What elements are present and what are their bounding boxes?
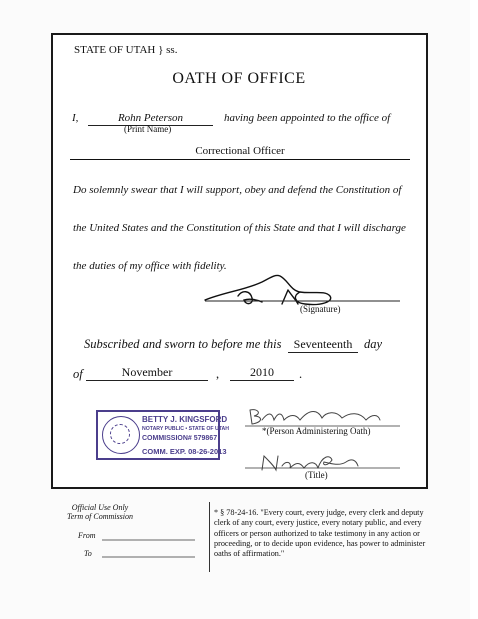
footer-divider — [209, 502, 210, 572]
notary-name: BETTY J. KINGSFORD — [142, 415, 228, 424]
office-value: Correctional Officer — [195, 145, 285, 157]
statute-note: * § 78-24-16. "Every court, every judge, every clerk and deputy clerk of any court, every justice, every notary public, and every officers or person authorized to take testimony in any action or proceeding, or to decide upon evidence, has power to administer oaths of affirmation." — [214, 508, 426, 559]
month-value: November — [121, 365, 173, 379]
year-value: 2010 — [250, 365, 274, 379]
year-underline — [230, 380, 294, 381]
official-use-heading: Official Use Only — [71, 503, 129, 512]
from-label: From — [78, 531, 96, 540]
i-label: I, — [72, 112, 79, 124]
notary-stamp — [96, 410, 230, 460]
comma: , — [216, 367, 220, 381]
appointed-text: having been appointed to the office of — [224, 112, 391, 124]
seal-emblem-icon — [110, 424, 130, 444]
day-value: Seventeenth — [293, 337, 353, 351]
notary-state: NOTARY PUBLIC • STATE OF UTAH — [142, 426, 230, 432]
signature-caption: (Signature) — [300, 304, 341, 314]
print-name-caption: (Print Name) — [124, 124, 172, 134]
oath-text-line: Do solemnly swear that I will support, obey and defend the Constitution of — [73, 184, 402, 196]
oath-signature — [205, 275, 331, 304]
oath-text-line: the duties of my office with fidelity. — [73, 260, 227, 272]
administrator-signature — [250, 410, 380, 424]
period: . — [299, 367, 303, 381]
to-label: To — [84, 549, 92, 558]
day-underline — [288, 352, 358, 353]
oath-text-line: the United States and the Constitution of this State and that I will discharge — [73, 222, 406, 234]
month-underline — [86, 380, 208, 381]
notary-expiration: COMM. EXP. 08-26-2013 — [142, 447, 227, 456]
term-of-commission-heading: Term of Commission — [67, 512, 133, 521]
page-title: OATH OF OFFICE — [172, 70, 306, 87]
of-word: of — [73, 367, 83, 381]
notary-commission: COMMISSION# 579867 — [142, 435, 218, 442]
state-line: STATE OF UTAH } ss. — [74, 44, 178, 56]
day-word: day — [364, 337, 383, 351]
print-name-value: Rohn Peterson — [117, 112, 184, 124]
title-caption: (Title) — [305, 470, 328, 480]
subscribed-text: Subscribed and sworn to before me this — [84, 337, 282, 351]
person-administering-caption: *(Person Administering Oath) — [262, 426, 371, 436]
notary-seal-icon — [102, 416, 140, 454]
